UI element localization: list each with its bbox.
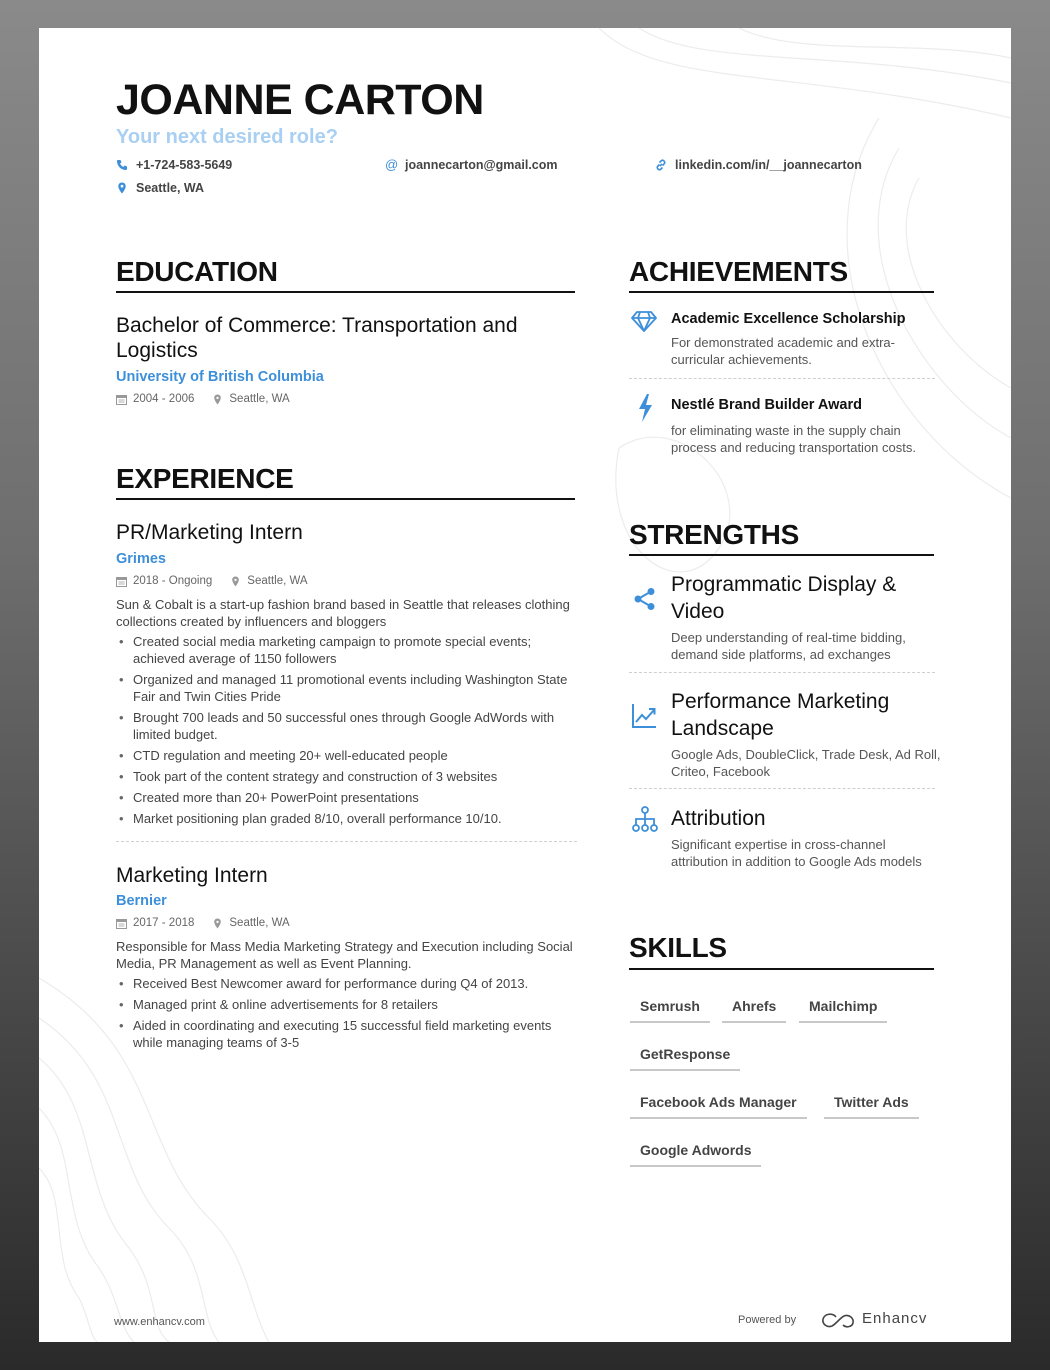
job-bullet: • Aided in coordinating and executing 15 successful field marketing events while managing teams of 3-5 — [116, 1017, 578, 1051]
skill-tag: Mailchimp — [799, 998, 887, 1023]
skill-tag: Semrush — [630, 998, 710, 1023]
achievements-heading: ACHIEVEMENTS — [629, 256, 848, 287]
strength-separator — [629, 672, 935, 673]
enhancv-brand[interactable]: Enhancv — [862, 1310, 928, 1327]
calendar-icon — [116, 394, 127, 405]
skill-tag: Twitter Ads — [824, 1094, 919, 1119]
job-bullet: • Created more than 20+ PowerPoint presentations — [116, 789, 578, 806]
job-bullets — [116, 633, 578, 831]
education-heading: EDUCATION — [116, 256, 278, 287]
strength-desc: Deep understanding of real-time bidding, demand side platforms, ad exchanges — [671, 630, 906, 662]
job-summary: Sun & Cobalt is a start-up fashion brand based in Seattle that releases clothing collections created by influencers and bloggers — [116, 597, 570, 629]
job-bullet: • Created social media marketing campaign to promote special events; achieved average of 1150 followers — [116, 633, 578, 667]
strength-desc: Significant expertise in cross-channel attribution in addition to Google Ads models — [671, 837, 922, 869]
candidate-name: JOANNE CARTON — [116, 76, 484, 124]
strengths-divider — [629, 554, 934, 556]
resume-page — [39, 28, 1011, 1342]
strengths-heading: STRENGTHS — [629, 519, 799, 550]
skills-divider — [629, 968, 934, 970]
job-bullet: • Brought 700 leads and 50 successful ones through Google AdWords with limited budget. — [116, 709, 578, 743]
achievement-separator — [629, 378, 935, 379]
achievements-divider — [629, 291, 934, 293]
desired-role: Your next desired role? — [116, 126, 338, 148]
at-icon: @ — [385, 157, 399, 172]
job-bullets — [116, 975, 578, 1055]
linkedin-contact[interactable] — [655, 158, 862, 172]
job-dates: 2018 - Ongoing — [133, 575, 213, 587]
job-company: Bernier — [116, 893, 167, 909]
education-location: Seattle, WA — [229, 393, 290, 405]
calendar-icon — [116, 576, 127, 587]
calendar-icon — [116, 918, 127, 929]
job-meta — [116, 575, 308, 587]
location-pin-icon — [230, 576, 241, 587]
location-text: Seattle, WA — [136, 181, 205, 195]
education-meta — [116, 393, 290, 405]
skill-tag: GetResponse — [630, 1046, 740, 1071]
job-company: Grimes — [116, 551, 166, 567]
footer-powered-by: Powered by — [738, 1314, 797, 1326]
skills-heading: SKILLS — [629, 932, 727, 963]
phone-contact[interactable] — [116, 158, 232, 172]
strength-title: Performance Marketing Landscape — [671, 690, 890, 740]
strength-desc: Google Ads, DoubleClick, Trade Desk, Ad Roll, Criteo, Facebook — [671, 747, 941, 779]
job-title: PR/Marketing Intern — [116, 521, 303, 544]
email-contact[interactable] — [385, 158, 558, 172]
job-dates: 2017 - 2018 — [133, 917, 195, 929]
location-pin-icon — [212, 394, 223, 405]
job-bullet: • CTD regulation and meeting 20+ well-educated people — [116, 747, 578, 764]
skill-tag: Ahrefs — [722, 998, 786, 1023]
share-icon — [633, 587, 657, 611]
diamond-icon — [631, 310, 657, 332]
hierarchy-icon — [632, 806, 658, 832]
strength-title: Programmatic Display & Video — [671, 573, 897, 623]
job-separator — [116, 841, 577, 842]
link-icon — [655, 159, 667, 171]
footer-site-link[interactable]: www.enhancv.com — [114, 1316, 205, 1328]
education-school: University of British Columbia — [116, 369, 324, 385]
strength-separator — [629, 788, 935, 789]
education-divider — [116, 291, 575, 293]
location-pin-icon — [116, 182, 128, 194]
location-pin-icon — [212, 918, 223, 929]
location-contact — [116, 181, 204, 195]
job-bullet: • Market positioning plan graded 8/10, overall performance 10/10. — [116, 810, 578, 827]
skill-tag: Google Adwords — [630, 1142, 761, 1167]
email-address: joannecarton@gmail.com — [405, 158, 558, 172]
job-location: Seattle, WA — [247, 575, 308, 587]
education-degree: Bachelor of Commerce: Transportation and Logistics — [116, 314, 518, 362]
experience-heading: EXPERIENCE — [116, 463, 294, 494]
linkedin-url: linkedin.com/in/__joannecarton — [675, 158, 862, 172]
job-meta — [116, 917, 290, 929]
job-title: Marketing Intern — [116, 864, 268, 887]
achievement-title: Nestlé Brand Builder Award — [671, 397, 862, 413]
education-dates: 2004 - 2006 — [133, 393, 195, 405]
job-bullet: • Managed print & online advertisements for 8 retailers — [116, 996, 578, 1013]
achievement-title: Academic Excellence Scholarship — [671, 311, 906, 327]
phone-icon — [116, 159, 128, 171]
skill-tag: Facebook Ads Manager — [630, 1094, 807, 1119]
enhancv-logo-icon — [821, 1312, 855, 1330]
job-bullet: • Took part of the content strategy and construction of 3 websites — [116, 768, 578, 785]
job-bullet: • Organized and managed 11 promotional events including Washington State Fair and Twin Cities Pride — [116, 671, 578, 705]
experience-divider — [116, 498, 575, 500]
job-bullet: • Received Best Newcomer award for performance during Q4 of 2013. — [116, 975, 578, 992]
strength-title: Attribution — [671, 807, 766, 830]
achievement-desc: For demonstrated academic and extra-curricular achievements. — [671, 335, 895, 367]
achievement-desc: for eliminating waste in the supply chain process and reducing transportation costs. — [671, 423, 916, 455]
line-chart-icon — [631, 703, 657, 729]
phone-number: +1-724-583-5649 — [136, 158, 233, 172]
job-location: Seattle, WA — [229, 917, 290, 929]
lightning-icon — [637, 394, 653, 422]
job-summary: Responsible for Mass Media Marketing Strategy and Execution including Social Media, PR Management as well as Event Planning. — [116, 939, 573, 971]
